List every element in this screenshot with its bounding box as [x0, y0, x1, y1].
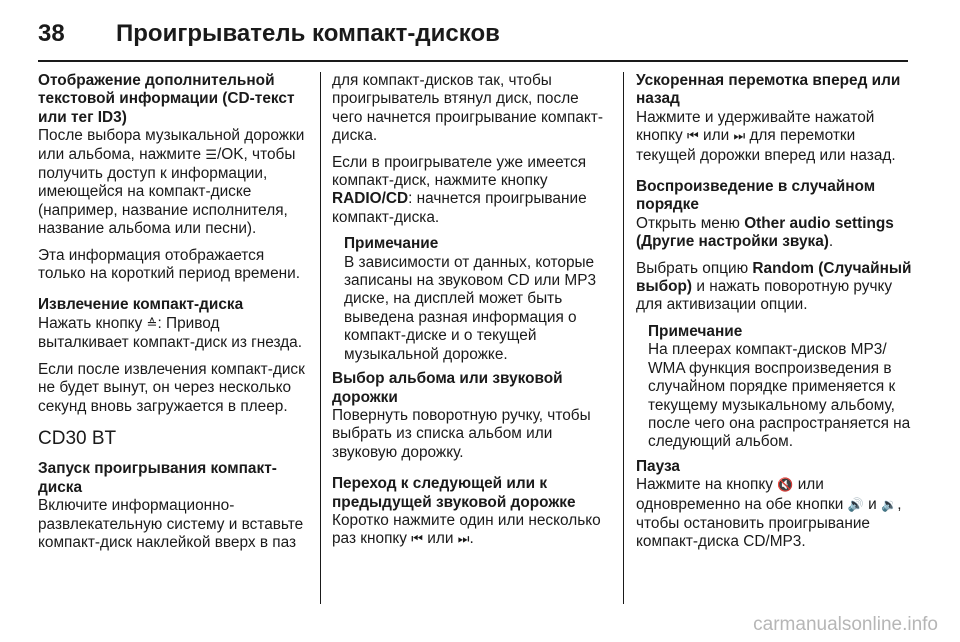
watermark: carmanualsonline.info: [753, 614, 938, 635]
text: После выбора музыкальной дорожки или альбома, нажмите: [38, 127, 305, 163]
paragraph: [636, 476, 912, 552]
paragraph: Если после извлечения компакт-диск не будет вынут, он через несколько секунд вновь загружается в плеер.: [38, 360, 305, 415]
radio-cd-keyword: RADIO/CD: [332, 190, 409, 208]
paragraph: Повернуть поворотную ручку, чтобы выбрать из списка альбом или звуковую дорожку.: [332, 406, 591, 461]
section-eject: [38, 296, 306, 415]
text: Нажмите на кнопку: [636, 476, 773, 494]
page-title: Проигрыватель компакт-дисков: [116, 20, 500, 47]
previous-track-icon: ⏮: [687, 129, 699, 145]
paragraph: [332, 154, 608, 228]
paragraph: для компакт-дисков так, чтобы проигрыватель втянул диск, после чего начнется проигрывание компакт-диска.: [332, 72, 603, 145]
section-pause: [636, 458, 912, 552]
text: Нажмите и удерживайте нажатой кнопку: [636, 108, 875, 145]
next-track-icon: ⏭: [733, 129, 746, 145]
note-text: В зависимости от данных, которые записаны на звуковом CD или MP3 диске, на дисплей может быть выведена разная информация о компакт-диске и о текущей музыкальной дорожке.: [344, 253, 597, 363]
note-block: [332, 235, 608, 364]
paragraph: [332, 512, 608, 550]
paragraph: Включите информационно-развлекательную систему и вставьте компакт-диск наклейкой вверх в паз: [38, 497, 304, 551]
volume-up-icon: 🔊: [847, 497, 864, 513]
section-select-track: [332, 370, 608, 462]
text: /OK, чтобы получить доступ к информации, имеющейся на компакт-диске (например, название исполнителя, название альбома или песни).: [38, 145, 296, 238]
text: Нажать кнопку: [38, 314, 143, 332]
text: и нажать поворотную ручку для активизации опции.: [636, 278, 893, 314]
mute-icon: 🔇: [777, 478, 794, 494]
section-cd-text: [38, 72, 306, 283]
section-title: Пауза: [636, 457, 680, 475]
section-next-prev: [332, 475, 608, 550]
column-divider-2: [623, 72, 624, 604]
eject-icon: ≙: [146, 316, 158, 332]
section-title: Отображение дополнительной текстовой информации (CD-текст или тег ID3): [38, 72, 295, 126]
text: , чтобы остановить проигрывание компакт-диска CD/MP3.: [636, 495, 902, 551]
paragraph: [636, 215, 912, 252]
note-title: Примечание: [344, 235, 439, 253]
text: Коротко нажмите один или несколько раз кнопку: [332, 511, 601, 548]
page-number: 38: [38, 20, 65, 47]
note-title: Примечание: [648, 322, 743, 340]
section-fast-forward: [636, 72, 912, 165]
header-divider: [38, 60, 908, 62]
section-title: Переход к следующей или к предыдущей звуковой дорожке: [332, 475, 576, 511]
volume-down-icon: 🔉: [881, 497, 898, 513]
paragraph: [38, 127, 306, 238]
text: Открыть меню: [636, 214, 740, 232]
text: : Привод выталкивает компакт-диск из гнезда.: [38, 314, 303, 352]
paragraph: Эта информация отображается только на короткий период времени.: [38, 246, 301, 283]
menu-icon: ☰: [205, 147, 217, 163]
section-title: Воспроизведение в случайном порядке: [636, 178, 876, 214]
section-title: Выбор альбома или звуковой дорожки: [332, 370, 563, 406]
random-keyword: Random (Случайный выбор): [636, 259, 912, 296]
paragraph: [636, 260, 912, 315]
text: Выбрать опцию: [636, 259, 749, 277]
text: .: [828, 233, 834, 251]
text: и: [868, 495, 877, 513]
section-random: [636, 178, 912, 315]
note-text: На плеерах компакт-дисков MP3/ WMA функция воспроизведения в случайном порядке применяется к текущему музыкальному альбому, после чего она распространяется на следующий альбом.: [648, 341, 911, 451]
column-divider-1: [320, 72, 321, 604]
text: .: [469, 530, 474, 548]
text: или одновременно на обе кнопки: [636, 476, 844, 513]
text: : начнется проигрывание компакт-диска.: [332, 190, 587, 226]
text: для перемотки текущей дорожки вперед или назад.: [636, 127, 896, 164]
paragraph: [38, 315, 306, 353]
text: или: [427, 530, 454, 548]
section-start-playback: [38, 460, 306, 552]
section-title: Запуск проигрывания компакт-диска: [38, 460, 277, 496]
text: Если в проигрывателе уже имеется компакт-диск, нажмите кнопку: [332, 153, 587, 190]
paragraph: [636, 109, 912, 165]
section-title: Извлечение компакт-диска: [38, 296, 244, 314]
page-header: [38, 14, 908, 54]
note-block: [636, 323, 912, 452]
column-3: [636, 72, 912, 560]
column-2: [332, 72, 608, 558]
column-1: [38, 72, 306, 560]
other-audio-settings-keyword: Other audio settings (Другие настройки звука): [636, 214, 894, 251]
section-title: Ускоренная перемотка вперед или назад: [636, 72, 901, 108]
next-track-icon: ⏭: [457, 532, 470, 548]
previous-track-icon: ⏮: [411, 532, 423, 548]
subheading-cd30bt: CD30 BT: [38, 427, 117, 449]
text: или: [703, 127, 730, 145]
